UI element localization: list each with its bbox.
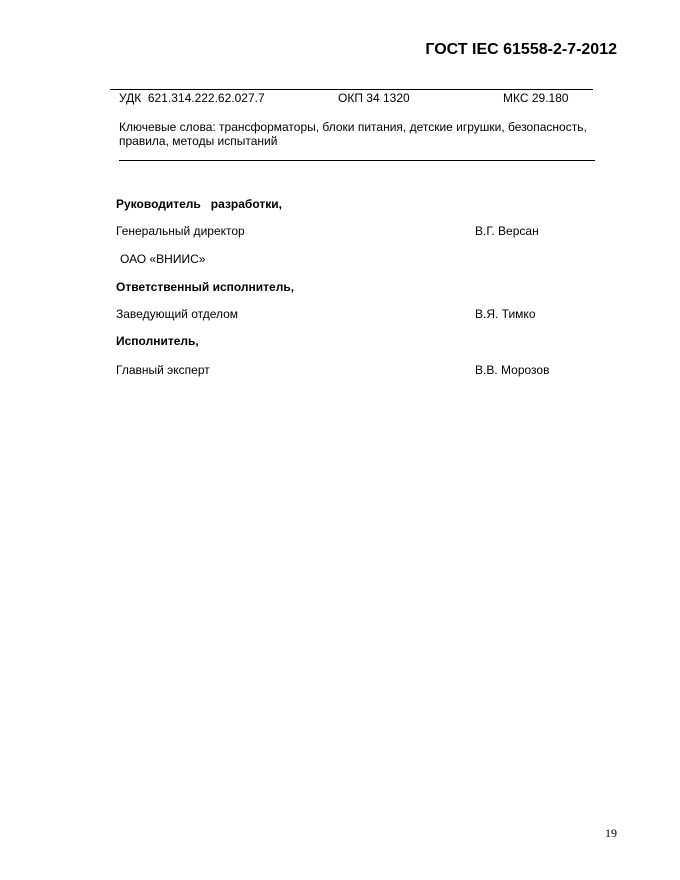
keywords-line-2: правила, методы испытаний [119, 134, 278, 148]
organization-name: ОАО «ВНИИС» [120, 252, 206, 266]
udk-code: УДК 621.314.222.62.027.7 [119, 91, 265, 105]
head-position: Генеральный директор [116, 224, 245, 238]
page-number: 19 [605, 826, 617, 840]
bottom-divider [119, 160, 595, 161]
head-label: Руководитель разработки, [116, 197, 282, 211]
responsible-position: Заведующий отделом [116, 307, 239, 321]
top-divider [110, 89, 593, 90]
executor-position: Главный эксперт [116, 363, 210, 377]
head-name: В.Г. Версан [475, 224, 539, 238]
document-title: ГОСТ IEC 61558-2-7-2012 [425, 41, 617, 58]
responsible-name: В.Я. Тимко [475, 307, 536, 321]
responsible-label: Ответственный исполнитель, [116, 280, 295, 294]
mks-code: МКС 29.180 [503, 91, 569, 105]
okp-code: ОКП 34 1320 [338, 91, 410, 105]
executor-name: В.В. Морозов [475, 363, 550, 377]
executor-label: Исполнитель, [116, 334, 199, 348]
keywords-line-1: Ключевые слова: трансформаторы, блоки питания, детские игрушки, безопасность, [119, 120, 587, 134]
